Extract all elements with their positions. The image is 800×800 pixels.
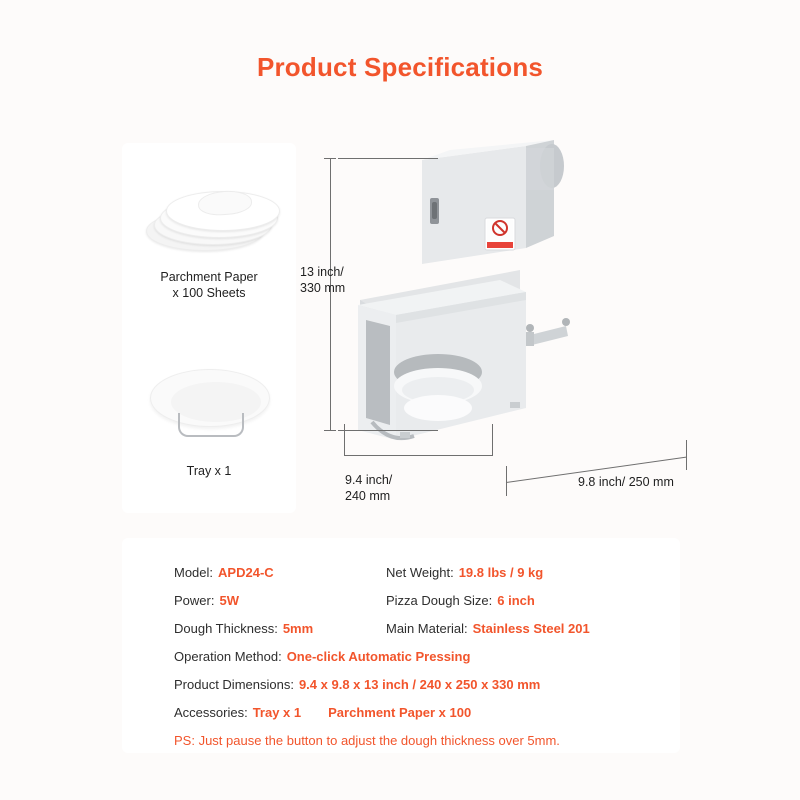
- spec-net-weight-value: 19.8 lbs / 9 kg: [458, 565, 544, 580]
- parchment-paper-label: [122, 269, 296, 301]
- ps-note: PS: Just pause the button to adjust the dough thickness over 5mm.: [174, 733, 560, 748]
- depth-dimension-label: [578, 474, 708, 490]
- tray-image: [144, 365, 276, 449]
- specifications-card: [122, 538, 680, 753]
- height-tick-top: [324, 158, 336, 159]
- spec-main-material-value: Stainless Steel 201: [472, 621, 590, 636]
- spec-accessories-key: Accessories:: [174, 705, 248, 720]
- height-dimension-line2: 330 mm: [300, 281, 346, 295]
- spec-model-key: Model:: [174, 565, 214, 580]
- spec-pizza-dough-size-value: 6 inch: [497, 593, 535, 608]
- specifications-list: [174, 564, 674, 750]
- spec-power-value: 5W: [219, 593, 239, 608]
- parchment-paper-image: [140, 185, 280, 263]
- parchment-paper-label-line2: x 100 Sheets: [172, 286, 246, 300]
- accessories-card: [122, 143, 296, 513]
- spec-main-material-key: Main Material:: [386, 621, 468, 636]
- height-guide-top: [338, 158, 438, 159]
- spec-product-dimensions-key: Product Dimensions:: [174, 677, 294, 692]
- spec-accessories: [174, 704, 471, 722]
- tray-handle-icon: [178, 413, 244, 437]
- height-dimension-label: [300, 264, 362, 296]
- spec-pizza-dough-size: [386, 592, 674, 610]
- spec-row: [174, 676, 674, 694]
- height-tick-bottom: [324, 430, 336, 431]
- width-dimension-line: [344, 455, 492, 456]
- parchment-paper-label-line1: Parchment Paper: [160, 270, 258, 284]
- height-dimension-line1: 13 inch/: [300, 265, 344, 279]
- width-tick-left: [344, 424, 345, 456]
- spec-dough-thickness: [174, 620, 386, 638]
- spec-main-material: [386, 620, 674, 638]
- tray-label: [122, 463, 296, 479]
- spec-model-value: APD24-C: [218, 565, 274, 580]
- spec-power: [174, 592, 386, 610]
- spec-dough-thickness-key: Dough Thickness:: [174, 621, 278, 636]
- width-dimension-line2: 240 mm: [345, 489, 391, 503]
- spec-operation-method-value: One-click Automatic Pressing: [286, 649, 471, 664]
- spec-power-key: Power:: [174, 593, 215, 608]
- tray-label-line1: Tray x 1: [186, 464, 232, 478]
- width-tick-right: [492, 424, 493, 456]
- width-dimension-line1: 9.4 inch/: [345, 473, 393, 487]
- spec-row: [174, 704, 674, 722]
- spec-accessories-value-tray: Tray x 1: [252, 705, 302, 720]
- spec-pizza-dough-size-key: Pizza Dough Size:: [386, 593, 493, 608]
- spec-net-weight: [386, 564, 674, 582]
- spec-operation-method-key: Operation Method:: [174, 649, 282, 664]
- spec-product-dimensions-value: 9.4 x 9.8 x 13 inch / 240 x 250 x 330 mm: [298, 677, 541, 692]
- spec-net-weight-key: Net Weight:: [386, 565, 454, 580]
- page-title: Product Specifications: [256, 52, 544, 82]
- spec-operation-method: [174, 648, 470, 666]
- spec-accessories-value-paper: Parchment Paper x 100: [328, 705, 472, 720]
- spec-row: [174, 620, 674, 638]
- spec-row: [174, 592, 674, 610]
- spec-row: [174, 648, 674, 666]
- height-guide-bottom: [338, 430, 438, 431]
- spec-model: [174, 564, 386, 582]
- depth-dimension-line1: 9.8 inch/ 250 mm: [578, 475, 674, 489]
- width-dimension-label: [345, 472, 435, 504]
- depth-tick-left: [506, 466, 507, 496]
- spec-row: [174, 564, 674, 582]
- spec-dough-thickness-value: 5mm: [282, 621, 314, 636]
- spec-product-dimensions: [174, 676, 540, 694]
- depth-tick-right: [686, 440, 687, 470]
